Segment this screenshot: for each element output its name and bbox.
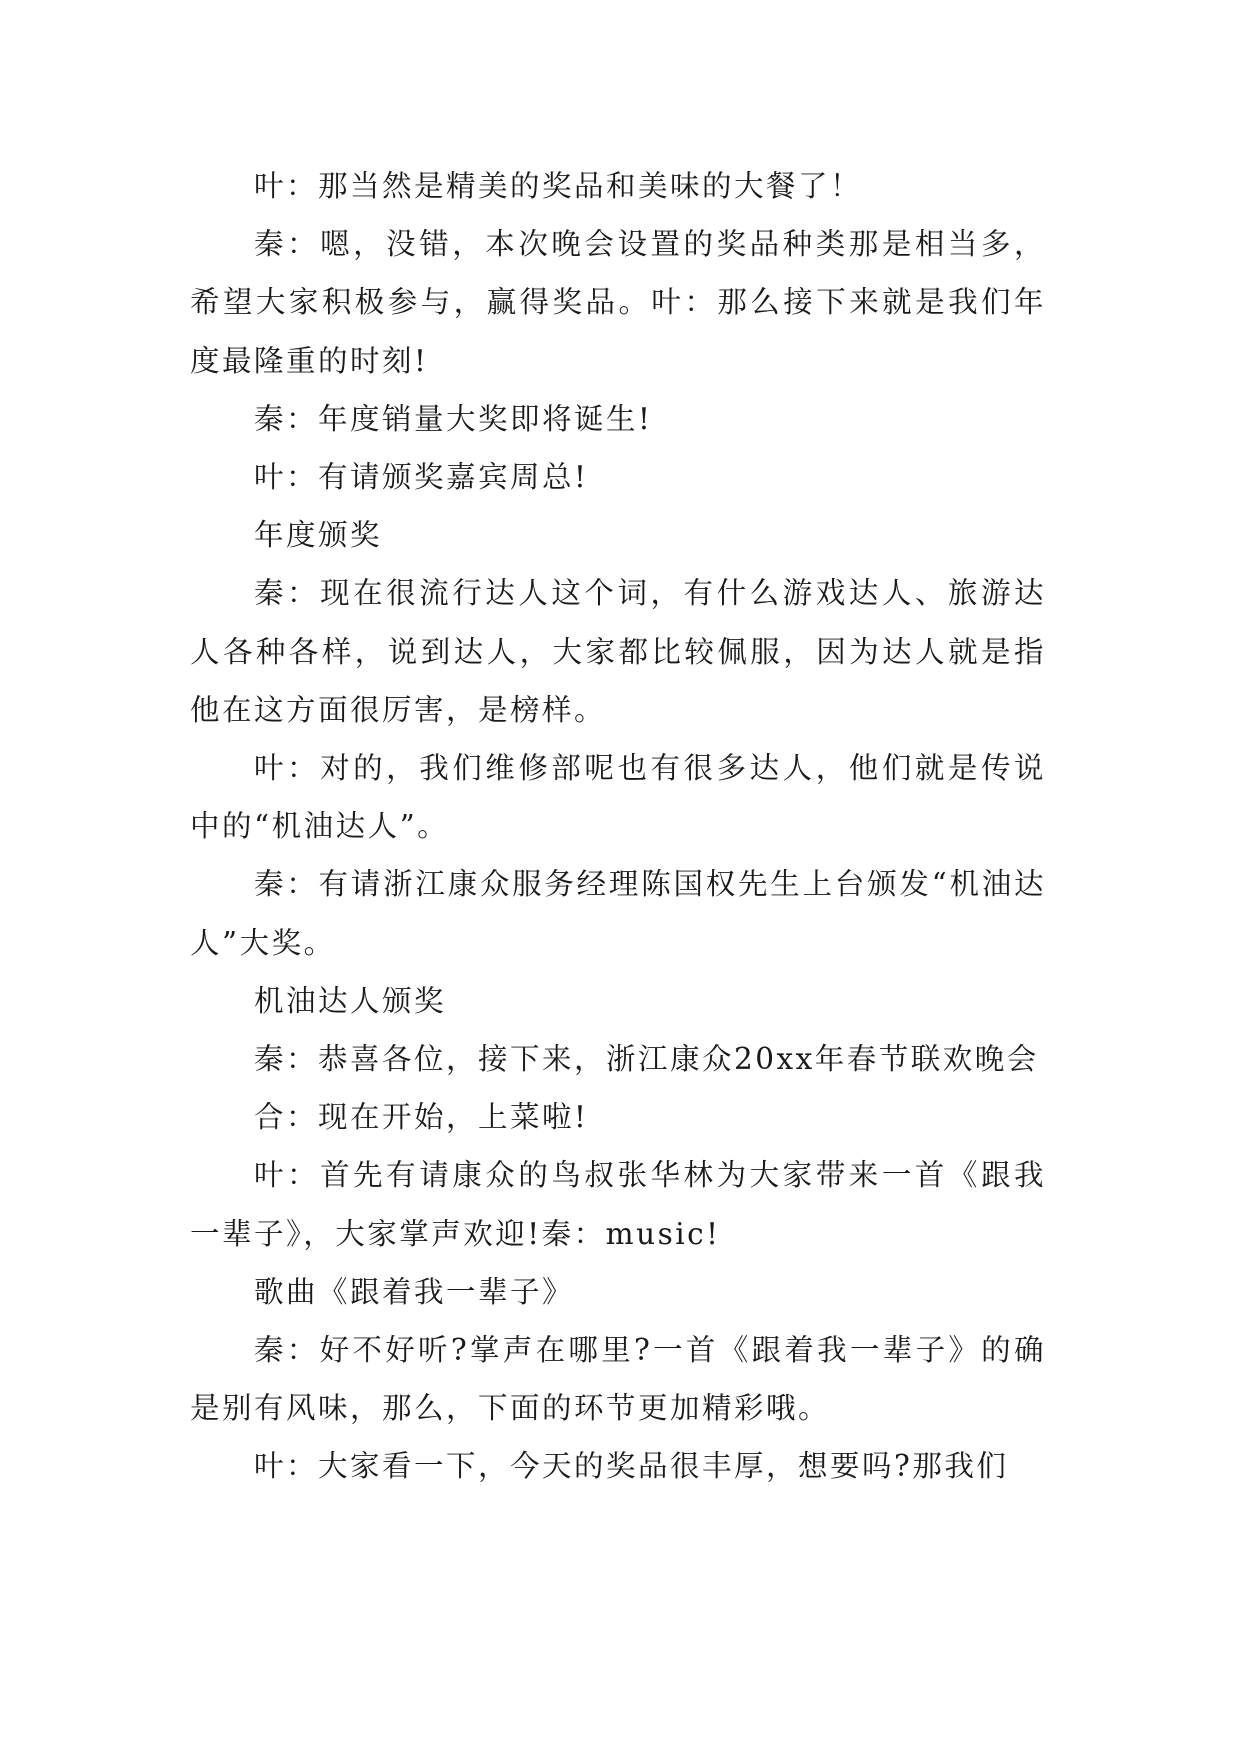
section-heading: 歌曲《跟着我一辈子》 bbox=[254, 1274, 575, 1309]
paragraph: 秦：嗯，没错，本次晚会设置的奖品种类那是相当多，希望大家积极参与，赢得奖品。叶：那么接下来就是我们年度最隆重的时刻! bbox=[190, 227, 1046, 378]
paragraph: 合：现在开始，上菜啦! bbox=[254, 1100, 589, 1135]
paragraph: 秦：好不好听?掌声在哪里?一首《跟着我一辈子》的确是别有风味，那么，下面的环节更加精彩哦。 bbox=[190, 1333, 1046, 1426]
paragraph: 叶：大家看一下，今天的奖品很丰厚，想要吗?那我们 bbox=[254, 1449, 1009, 1484]
section-heading: 年度颁奖 bbox=[254, 518, 383, 553]
paragraph: 秦：恭喜各位，接下来，浙江康众20xx年春节联欢晚会 bbox=[254, 1042, 1039, 1077]
paragraph: 叶：有请颁奖嘉宾周总! bbox=[254, 460, 589, 495]
paragraph: 秦：年度销量大奖即将诞生! bbox=[254, 401, 653, 436]
paragraph: 叶：首先有请康众的鸟叔张华林为大家带来一首《跟我一辈子》，大家掌声欢迎!秦：music! bbox=[190, 1158, 1046, 1251]
section-heading: 机油达人颁奖 bbox=[254, 983, 447, 1018]
paragraph: 叶：那当然是精美的奖品和美味的大餐了！ bbox=[254, 169, 863, 203]
paragraph: 叶：对的，我们维修部呢也有很多达人，他们就是传说中的“机油达人”。 bbox=[190, 751, 1046, 844]
paragraph: 秦：现在很流行达人这个词，有什么游戏达人、旅游达人各种各样，说到达人，大家都比较佩服，因为达人就是指他在这方面很厉害，是榜样。 bbox=[190, 576, 1046, 727]
paragraph: 秦：有请浙江康众服务经理陈国权先生上台颁发“机油达人”大奖。 bbox=[190, 867, 1046, 960]
document-body bbox=[190, 157, 1046, 1496]
